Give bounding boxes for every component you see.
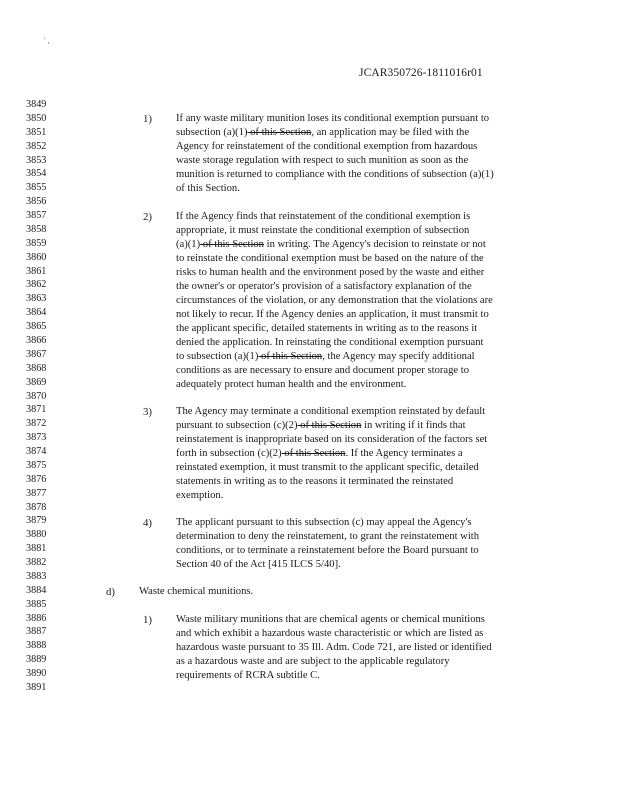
text-line: exemption. [176,490,224,501]
line-number: 3869 [26,376,47,388]
text-line: conditions, or to terminate a reinstatement before the Board pursuant to [176,545,479,556]
line-number: 3882 [26,557,47,568]
line-number: 3856 [26,196,47,208]
struck-text: of this Section [281,448,346,459]
text-line: waste storage regulation with respect to such munition as soon as the [176,155,469,166]
line-number: 3864 [26,307,47,319]
text-line: to subsection (a)(1) of this Section, the Agency may specify additional [176,351,475,362]
text-line: appropriate, it must reinstate the conditional exemption of subsection [176,225,470,236]
line-number: 3861 [26,265,47,277]
line-number: 3881 [26,543,47,555]
text-line: requirements of RCRA subtitle C. [176,670,320,681]
text-line: conditions as are necessary to ensure and document proper storage to [176,365,469,376]
line-number: 3886 [26,612,47,624]
item-label: 4) [143,517,152,529]
line-number: 3857 [26,210,47,221]
text-line: adequately protect human health and the environment. [176,379,407,390]
line-number: 3890 [26,668,47,680]
text-line: as a hazardous waste and are subject to the applicable regulatory [176,656,450,667]
line-number: 3866 [26,335,47,346]
line-number: 3870 [26,390,47,402]
line-number: 3851 [26,126,47,138]
line-number: 3854 [26,168,47,180]
line-number: 3883 [26,570,47,582]
line-number: 3863 [26,293,47,305]
text-line: the applicant specific, detailed statements in writing as to the reasons it [176,323,478,334]
text-line: hazardous waste pursuant to 35 Ill. Adm. Code 721, are listed or identified [176,642,492,653]
text-line: reinstated exemption, it must transmit to the applicant specific, detailed [176,462,479,473]
text-line: reinstatement is inappropriate based on its consideration of the factors set [176,434,488,445]
line-number: 3867 [26,348,47,360]
text-line: forth in subsection (c)(2) of this Section. If the Agency terminates a [176,448,463,459]
scan-marks: ' , [44,36,50,45]
item-label: 2) [143,211,152,223]
line-number: 3879 [26,515,47,527]
line-number: 3849 [26,99,47,110]
text-line: Section 40 of the Act [415 ILCS 5/40]. [176,559,341,570]
item-label: 1) [143,614,152,626]
line-number: 3884 [26,584,47,596]
text-line: subsection (a)(1) of this Section, an application may be filed with the [176,127,470,138]
text-line: munition is returned to compliance with the conditions of subsection (a)(1) [176,169,494,180]
text-line: The Agency may terminate a conditional exemption reinstated by default [176,406,486,417]
line-number: 3878 [26,501,47,513]
line-number: 3871 [26,404,47,416]
line-number: 3876 [26,473,47,485]
struck-text: of this Section [247,127,312,138]
struck-text: of this Section [200,239,264,250]
text-line: of this Section. [176,183,240,194]
line-number: 3862 [26,279,47,291]
item-label: 1) [143,113,152,125]
text-line: determination to deny the reinstatement, to grant the reinstatement with [176,531,480,542]
line-number: 3888 [26,640,47,652]
struck-text: of this Section [297,420,362,431]
line-number: 3889 [26,654,47,666]
line-number: 3860 [26,251,47,263]
text-line: to reinstate the conditional exemption must be based on the nature of the [176,253,484,264]
text-line: If any waste military munition loses its conditional exemption pursuant to [176,113,490,124]
line-number: 3885 [26,598,47,610]
subsection-title: Waste chemical munitions. [139,586,254,597]
line-number: 3873 [26,432,47,444]
struck-text: of this Section [258,351,323,362]
text-line: (a)(1) of this Section in writing. The Agency's decision to reinstate or not [176,239,486,250]
line-number: 3852 [26,140,47,152]
text-line: The applicant pursuant to this subsection (c) may appeal the Agency's [176,517,472,528]
text-line: pursuant to subsection (c)(2) of this Section in writing if it finds that [176,420,466,431]
line-number: 3859 [26,237,47,249]
text-line: and which exhibit a hazardous waste characteristic or which are listed as [176,628,484,639]
line-number: 3891 [26,682,47,693]
line-number: 3877 [26,487,47,499]
line-number: 3865 [26,321,47,333]
text-line: denied the application. In reinstating the conditional exemption pursuant [176,337,484,348]
line-number: 3872 [26,418,47,430]
line-number: 3887 [26,626,47,638]
line-number: 3853 [26,154,47,166]
text-line: the owner's or operator's provision of a satisfactory explanation of the [176,281,472,292]
line-number: 3858 [26,223,47,235]
line-number: 3874 [26,446,47,457]
subsection-label: d) [106,586,115,598]
text-line: risks to human health and the environment posed by the waste and either [176,267,485,278]
text-line: If the Agency finds that reinstatement of the conditional exemption is [176,211,471,222]
line-number: 3868 [26,362,47,374]
line-number: 3855 [26,182,47,194]
item-label: 3) [143,406,152,418]
text-line: Waste military munitions that are chemical agents or chemical munitions [176,614,485,625]
text-line: statements in writing as to the reasons it terminated the reinstated [176,476,454,487]
text-line: not likely to recur. If the Agency denies an application, it must transmit to [176,309,489,320]
text-line: circumstances of the violation, or any demonstration that the violations are [176,295,493,306]
document-header-id: JCAR350726-1811016r01 [359,67,483,79]
text-line: Agency for reinstatement of the conditional exemption from hazardous [176,141,478,152]
line-number: 3850 [26,112,47,124]
line-number: 3875 [26,459,47,471]
line-number: 3880 [26,529,47,541]
